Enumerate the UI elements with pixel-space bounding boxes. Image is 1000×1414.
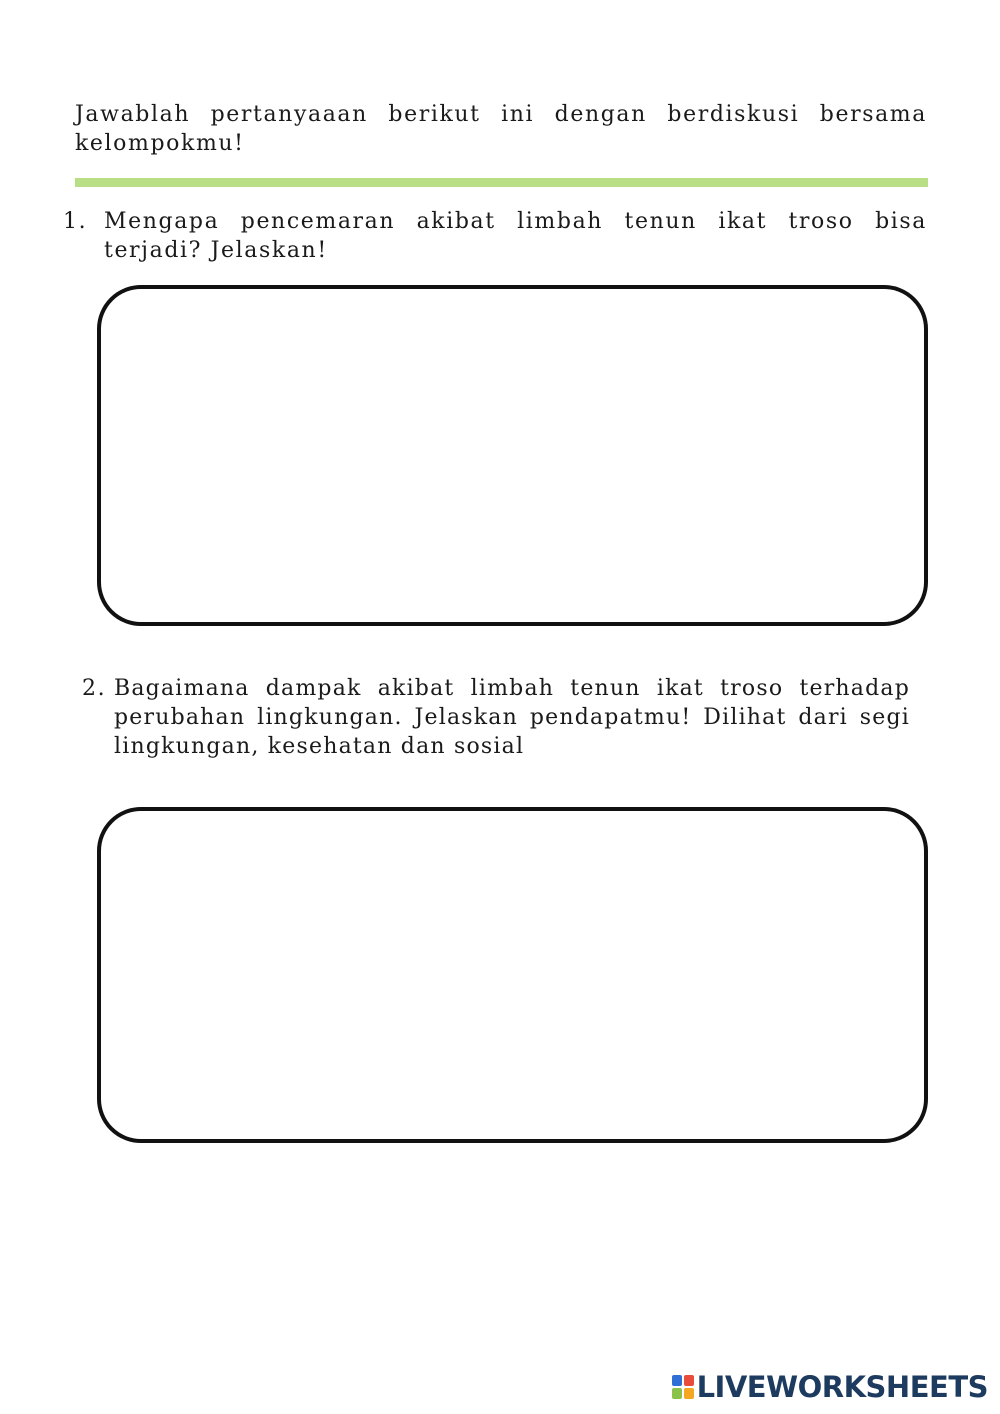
question-1-text: Mengapa pencemaran akibat limbah tenun ikat troso bisa terjadi? Jelaskan! [104, 209, 927, 263]
question-2-text: Bagaimana dampak akibat limbah tenun ikat troso terhadap perubahan lingkungan. Jelaskan pendapatmu! Dilihat dari segi lingkungan, kesehatan dan sosial [114, 676, 910, 759]
question-2-number: 2. [82, 676, 107, 701]
liveworksheets-logo-icon [672, 1375, 694, 1399]
liveworksheets-wordmark: LIVEWORKSHEETS [696, 1370, 988, 1404]
section-divider [75, 178, 928, 187]
liveworksheets-branding [672, 1370, 988, 1404]
question-1-number: 1. [63, 209, 88, 234]
question-1 [63, 207, 927, 265]
question-2 [82, 674, 910, 761]
instruction-text: Jawablah pertanyaaan berikut ini dengan berdiskusi bersama kelompokmu! [75, 102, 927, 156]
answer-box-1[interactable] [97, 285, 928, 626]
answer-box-2[interactable] [97, 807, 928, 1143]
